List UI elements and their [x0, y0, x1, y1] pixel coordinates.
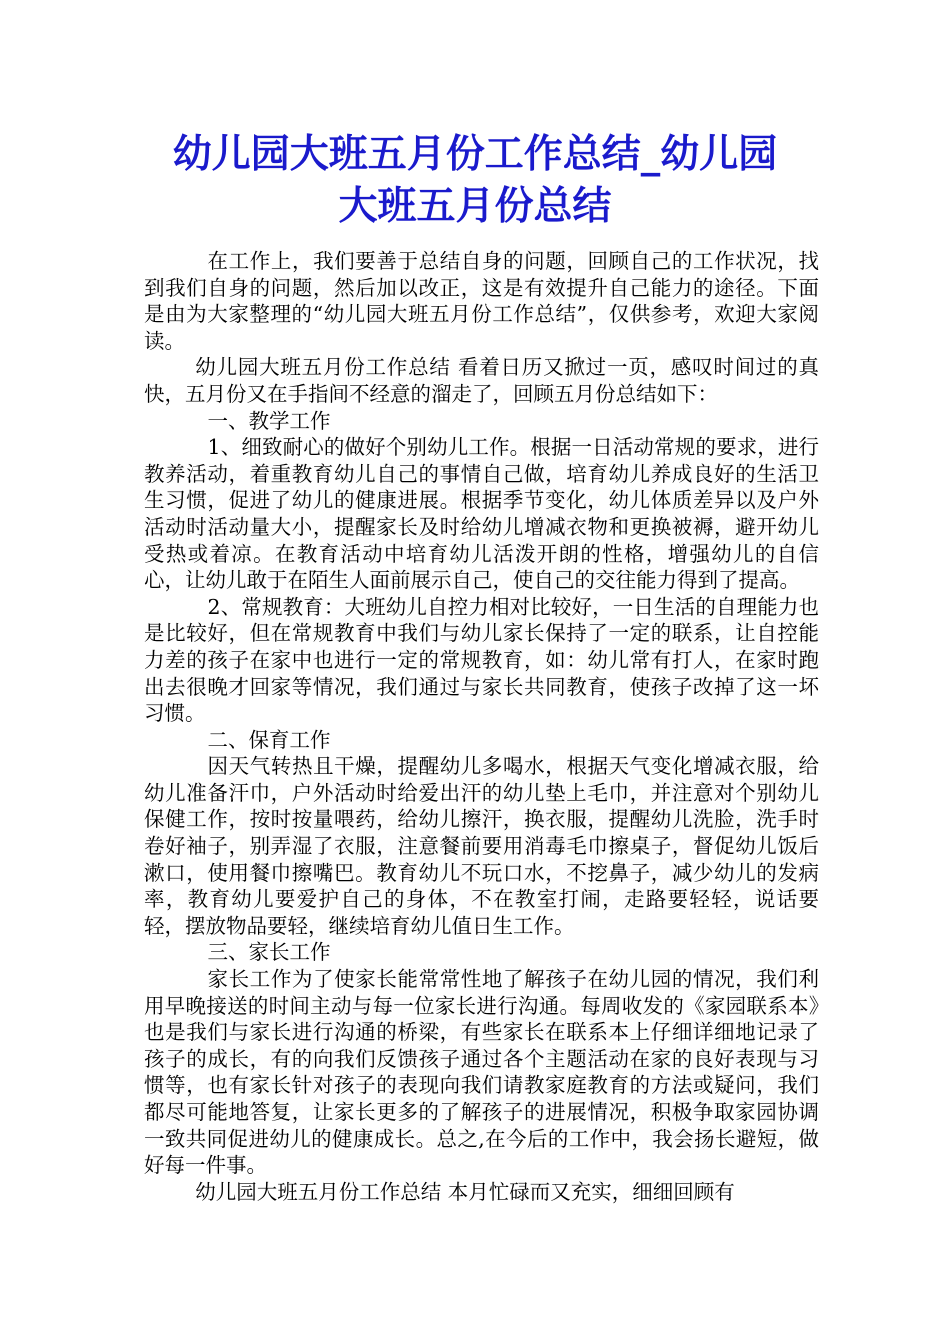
paragraph: 二、保育工作	[207, 727, 331, 752]
paragraph: 三、家长工作	[207, 940, 331, 965]
title-line-2: 大班五月份总结	[338, 183, 612, 229]
paragraph: 幼儿园大班五月份工作总结 看着日历又掀过一页，感叹时间过的真快，五月份又在手指间不经意的溜走了，回顾五月份总结如下：	[144, 355, 819, 406]
title-line-1: 幼儿园大班五月份工作总结_幼儿园	[172, 131, 778, 177]
document-body	[144, 248, 819, 1205]
paragraph: 在工作上，我们要善于总结自身的问题，回顾自己的工作状况，找到我们自身的问题，然后加以改正，这是有效提升自己能力的途径。下面是由为大家整理的“幼儿园大班五月份工作总结”，仅供参考，欢迎大家阅读。	[144, 249, 819, 353]
paragraph: 幼儿园大班五月份工作总结 本月忙碌而又充实，细细回顾有	[195, 1179, 735, 1204]
document-title	[100, 128, 850, 232]
paragraph: 2、常规教育：大班幼儿自控力相对比较好，一日生活的自理能力也是比较好，但在常规教育中我们与幼儿家长保持了一定的联系，让自控能力差的孩子在家中也进行一定的常规教育，如：幼儿常有打人，在家时跑出去很晚才回家等情况，我们通过与家长共同教育，使孩子改掉了这一坏习惯。	[144, 594, 819, 726]
paragraph: 家长工作为了使家长能常常性地了解孩子在幼儿园的情况，我们利用早晚接送的时间主动与每一位家长进行沟通。每周收发的《家园联系本》也是我们与家长进行沟通的桥梁，有些家长在联系本上仔细详细地记录了孩子的成长，有的向我们反馈孩子通过各个主题活动在家的良好表现与习惯等，也有家长针对孩子的表现向我们请教家庭教育的方法或疑问，我们都尽可能地答复，让家长更多的了解孩子的进展情况，积极争取家园协调一致共同促进幼儿的健康成长。总之,在今后的工作中，我会扬长避短，做好每一件事。	[144, 967, 819, 1178]
paragraph: 因天气转热且干燥，提醒幼儿多喝水，根据天气变化增减衣服，给幼儿准备汗巾，户外活动时给爱出汗的幼儿垫上毛巾，并注意对个别幼儿保健工作，按时按量喂药，给幼儿擦汗，换衣服，提醒幼儿洗脸，洗手时卷好袖子，别弄湿了衣服，注意餐前要用消毒毛巾擦桌子，督促幼儿饭后漱口，使用餐巾擦嘴巴。教育幼儿不玩口水，不挖鼻子，减少幼儿的发病率，教育幼儿要爱护自己的身体，不在教室打闹，走路要轻轻，说话要轻，摆放物品要轻，继续培育幼儿值日生工作。	[144, 754, 819, 938]
paragraph: 一、教学工作	[207, 408, 331, 433]
paragraph: 1、细致耐心的做好个别幼儿工作。根据一日活动常规的要求，进行教养活动，着重教育幼儿自己的事情自己做，培育幼儿养成良好的生活卫生习惯，促进了幼儿的健康进展。根据季节变化，幼儿体质差异以及户外活动时活动量大小，提醒家长及时给幼儿增减衣物和更换被褥，避开幼儿受热或着凉。在教育活动中培育幼儿活泼开朗的性格，增强幼儿的自信心，让幼儿敢于在陌生人面前展示自己，使自己的交往能力得到了提高。	[144, 435, 819, 593]
